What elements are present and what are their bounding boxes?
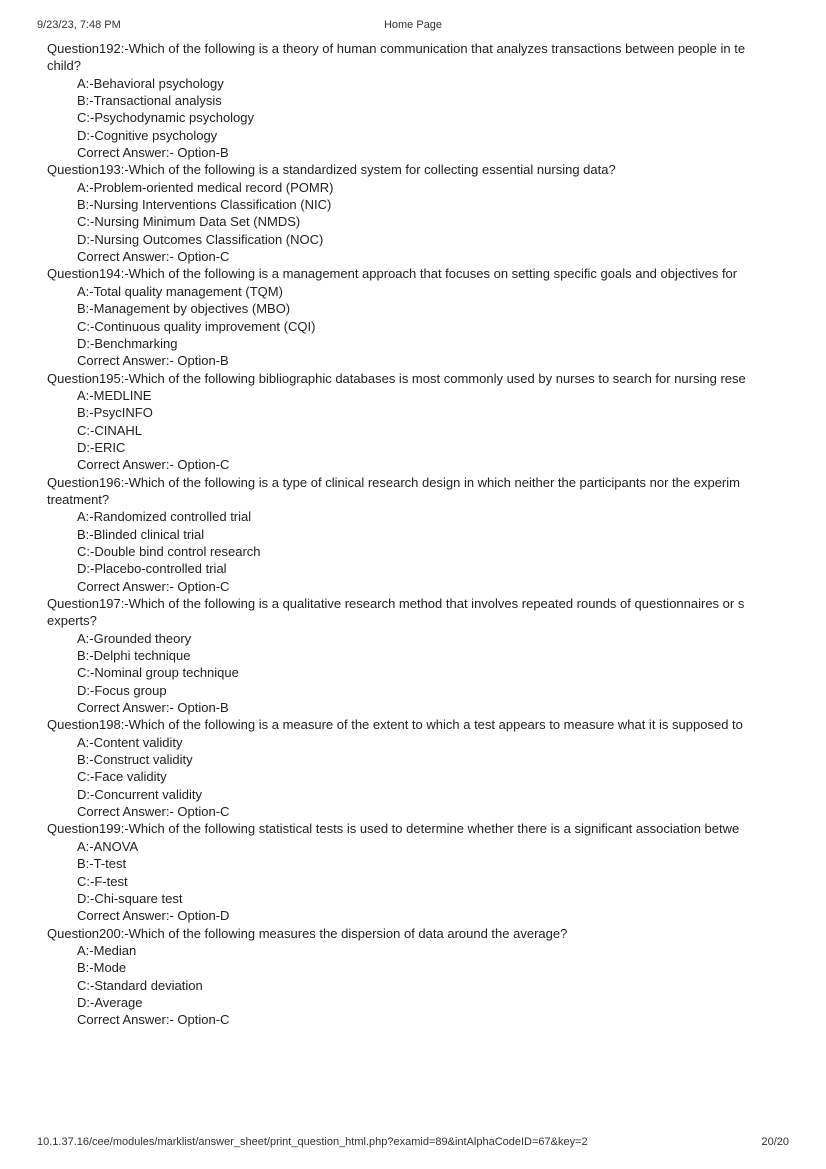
answer-option: B:-Blinded clinical trial	[77, 526, 205, 542]
question-block	[47, 40, 787, 161]
answer-option: A:-Problem-oriented medical record (POMR)	[77, 179, 334, 195]
question-text: Question199:-Which of the following statistical tests is used to determine whether there is a significant association betwe	[47, 821, 740, 837]
print-datetime: 9/23/23, 7:48 PM	[37, 19, 121, 31]
answer-option: B:-Management by objectives (MBO)	[77, 301, 291, 317]
answer-option: A:-ANOVA	[77, 838, 139, 854]
answer-option: B:-Transactional analysis	[77, 93, 222, 109]
answer-option: D:-Nursing Outcomes Classification (NOC)	[77, 231, 324, 247]
question-text: Question192:-Which of the following is a theory of human communication that analyzes transactions between people in te	[47, 41, 746, 56]
question-block	[47, 595, 787, 716]
question-block	[47, 265, 787, 369]
correct-answer: Correct Answer:- Option-C	[77, 578, 230, 594]
answer-option: C:-F-test	[77, 873, 128, 889]
answer-option: B:-Nursing Interventions Classification (NIC)	[77, 197, 332, 213]
question-block	[47, 474, 787, 595]
page-url: 10.1.37.16/cee/modules/marklist/answer_sheet/print_question_html.php?examid=89&intAlphaCodeID=67&key=2	[37, 1136, 588, 1148]
answer-option: C:-Psychodynamic psychology	[77, 110, 255, 126]
answer-option: B:-T-test	[77, 856, 127, 872]
answer-option: D:-Chi-square test	[77, 890, 183, 906]
answer-option: D:-Benchmarking	[77, 335, 178, 351]
question-text: Question193:-Which of the following is a standardized system for collecting essential nursing data?	[47, 162, 616, 178]
correct-answer: Correct Answer:- Option-C	[77, 457, 230, 473]
question-text-continued: child?	[47, 58, 81, 74]
correct-answer: Correct Answer:- Option-C	[77, 249, 230, 265]
answer-option: D:-Placebo-controlled trial	[77, 561, 227, 577]
question-block	[47, 820, 787, 924]
answer-option: A:-Total quality management (TQM)	[77, 283, 283, 299]
question-text: Question198:-Which of the following is a measure of the extent to which a test appears to measure what it is supposed to	[47, 717, 743, 733]
page-title: Home Page	[383, 19, 443, 31]
answer-option: C:-CINAHL	[77, 422, 143, 438]
answer-option: A:-Content validity	[77, 734, 183, 750]
question-block	[47, 161, 787, 265]
answer-option: A:-Behavioral psychology	[77, 75, 224, 91]
question-block	[47, 370, 787, 474]
answer-option: C:-Nursing Minimum Data Set (NMDS)	[77, 214, 301, 230]
correct-answer: Correct Answer:- Option-C	[77, 1012, 230, 1028]
answer-option: A:-Randomized controlled trial	[77, 509, 252, 525]
question-block	[47, 925, 787, 1029]
question-text: Question194:-Which of the following is a management approach that focuses on setting specific goals and objectives for	[47, 266, 738, 282]
correct-answer: Correct Answer:- Option-B	[77, 700, 229, 716]
correct-answer: Correct Answer:- Option-D	[77, 908, 230, 924]
question-text-continued: experts?	[47, 613, 97, 629]
question-text: Question195:-Which of the following bibliographic databases is most commonly used by nurses to search for nursing rese	[47, 370, 746, 386]
answer-option: D:-Average	[77, 994, 143, 1010]
answer-option: A:-Median	[77, 942, 137, 958]
question-text-continued: treatment?	[47, 491, 110, 507]
correct-answer: Correct Answer:- Option-B	[77, 353, 229, 369]
answer-option: D:-Cognitive psychology	[77, 127, 218, 143]
question-list	[47, 40, 787, 1040]
answer-option: C:-Continuous quality improvement (CQI)	[77, 318, 316, 334]
answer-option: C:-Nominal group technique	[77, 665, 239, 681]
answer-option: C:-Standard deviation	[77, 977, 203, 993]
answer-option: B:-PsycINFO	[77, 405, 153, 421]
page-number: 20/20	[761, 1136, 789, 1148]
answer-option: D:-Concurrent validity	[77, 786, 202, 802]
answer-option: B:-Delphi technique	[77, 648, 191, 664]
answer-option: D:-ERIC	[77, 439, 126, 455]
question-text: Question196:-Which of the following is a type of clinical research design in which neither the participants nor the experim	[47, 474, 740, 490]
answer-option: D:-Focus group	[77, 682, 167, 698]
answer-option: B:-Mode	[77, 960, 127, 976]
answer-option: B:-Construct validity	[77, 752, 193, 768]
correct-answer: Correct Answer:- Option-C	[77, 804, 230, 820]
question-text: Question200:-Which of the following measures the dispersion of data around the average?	[47, 925, 568, 941]
answer-option: C:-Double bind control research	[77, 543, 261, 559]
answer-option: A:-Grounded theory	[77, 630, 192, 646]
answer-option: C:-Face validity	[77, 769, 167, 785]
correct-answer: Correct Answer:- Option-B	[77, 145, 229, 161]
question-block	[47, 716, 787, 820]
question-text: Question197:-Which of the following is a qualitative research method that involves repeated rounds of questionnaires or s	[47, 596, 745, 611]
answer-option: A:-MEDLINE	[77, 387, 152, 403]
